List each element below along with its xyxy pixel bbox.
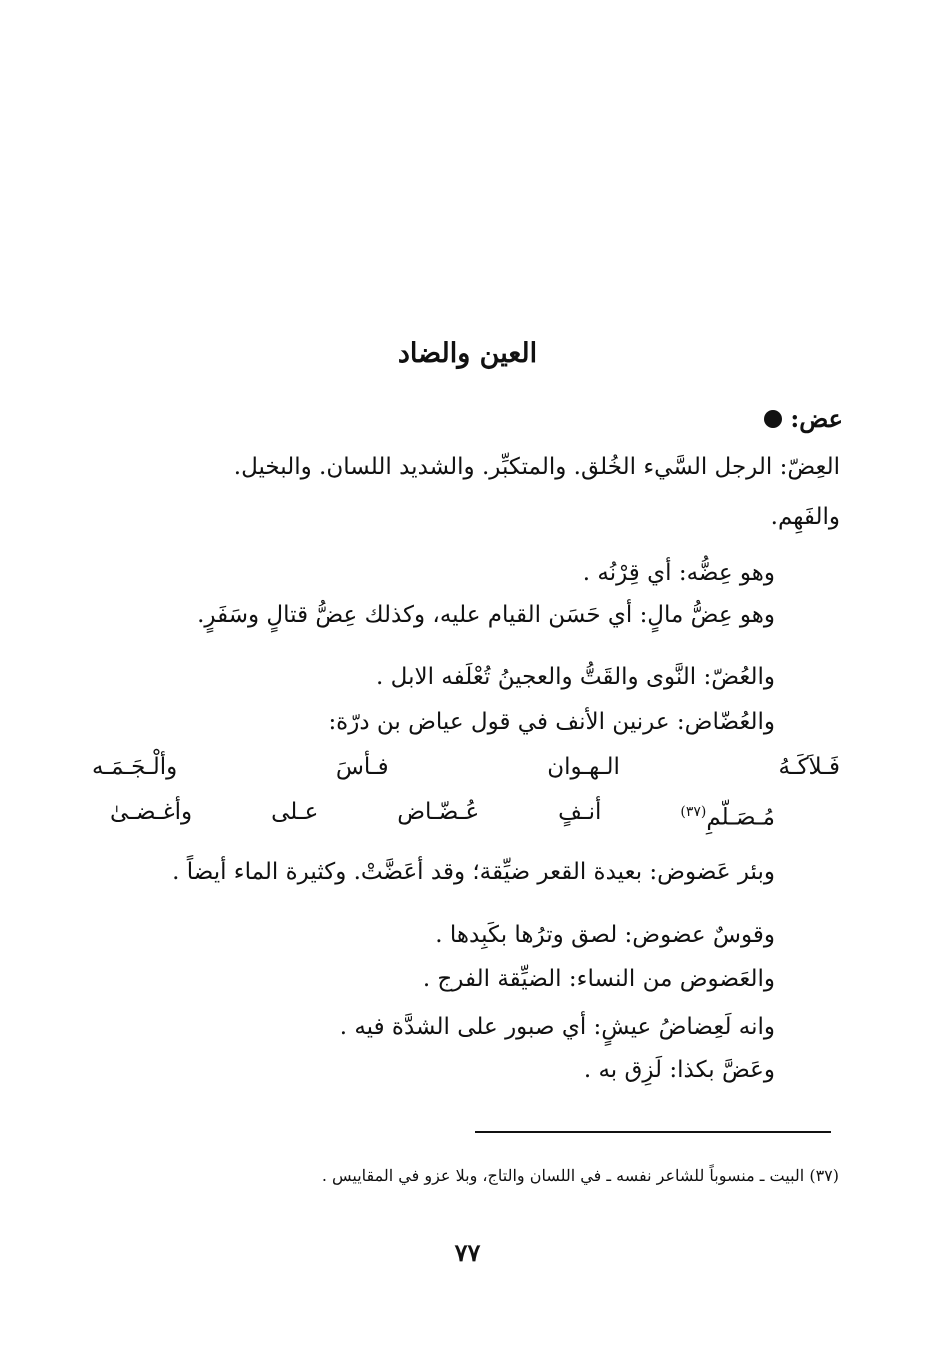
bullet-icon: [764, 410, 782, 428]
footnote: (٣٧) البيت ـ منسوباً للشاعر نفسه ـ في اللسان والتاج، وبلا عزو في المقاييس .: [321, 1166, 839, 1185]
paragraph-line: وبئر عَضوض: بعيدة القعر ضيِّقة؛ وقد أعَضَّتْ. وكثيرة الماء أيضاً .: [172, 859, 775, 885]
verse-line-2: [110, 795, 775, 835]
paragraph-line: وقوسٌ عضوض: لصق وترُها بكَبِدها .: [435, 922, 775, 948]
page-number: ٧٧: [454, 1238, 481, 1267]
paragraph-line: والعَضوض من النساء: الضيِّقة الفرج .: [422, 966, 775, 992]
verse-word: فَـلاَكَـهُ: [778, 754, 840, 780]
paragraph-line: والعُضّاض: عرنين الأنف في قول عياض بن درّة:: [328, 709, 775, 735]
verse-word: عُـضّـاض: [397, 799, 480, 825]
footnote-reference: (٣٧): [680, 804, 707, 820]
entry-label: عض:: [790, 404, 843, 433]
paragraph-line: العِضّ: الرجل السَّيء الخُلق. والمتكبِّر. والشديد اللسان. والبخيل.: [233, 454, 840, 480]
section-title: العين والضاد: [397, 338, 538, 369]
footnote-divider: [475, 1131, 831, 1133]
paragraph-line: والفَهِم.: [770, 504, 840, 530]
verse-line-1: [92, 750, 840, 784]
paragraph-line: وانه لَعِضاضُ عيشٍ: أي صبور على الشدَّة فيه .: [339, 1014, 775, 1040]
paragraph-line: والعُضّ: النَّوى والقَتُّ والعجينُ تُعْلَفه الابل .: [376, 664, 775, 690]
verse-word: الـهـوان: [547, 754, 620, 780]
verse-word: عـلى: [271, 799, 319, 825]
verse-word: فـأسَ: [335, 754, 389, 780]
verse-word: أنـفٍ: [558, 799, 602, 825]
verse-word: مُـصَـلّمِ: [706, 804, 775, 831]
verse-word: وألْـجَـمَـه: [92, 754, 178, 780]
entry-heading: [764, 404, 843, 433]
paragraph-line: وهو عِضُّ مالٍ: أي حَسَن القيام عليه، وكذلك عِضُّ قتالٍ وسَفَرٍ.: [197, 602, 775, 628]
paragraph-line: وعَضَّ بكذا: لَزِق به .: [583, 1057, 775, 1083]
verse-word: وأغـضـىٰ: [110, 799, 193, 825]
paragraph-line: وهو عِضُّه: أي قِرْنُه .: [582, 560, 775, 586]
